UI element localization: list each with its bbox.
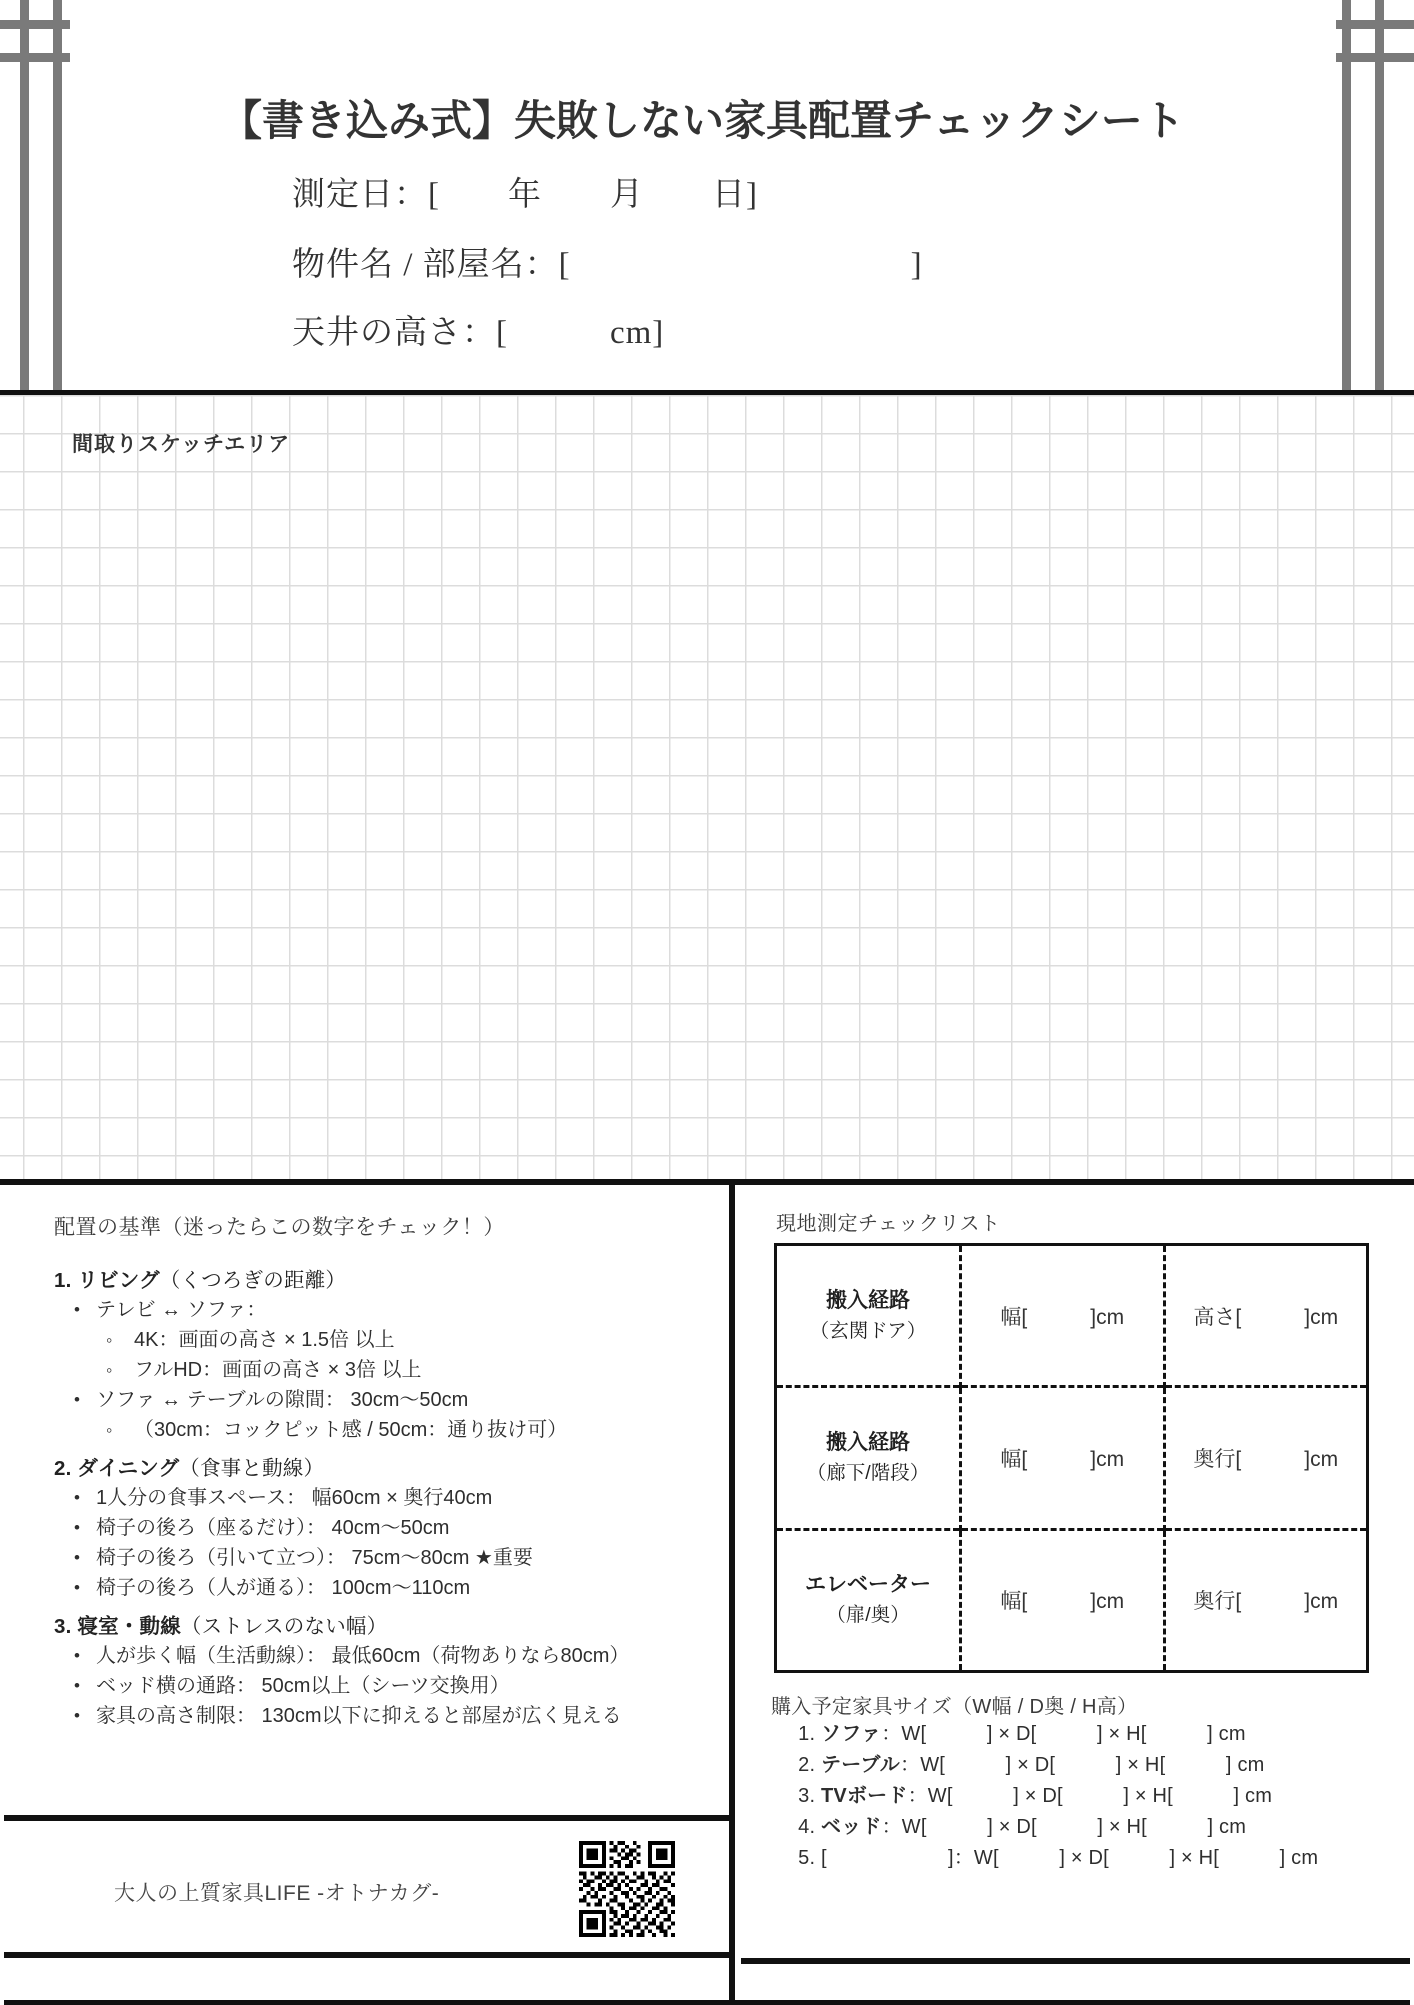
frame-line-right-inner (1375, 0, 1384, 390)
purchase-sizes-title: 購入予定家具サイズ（W幅 / D奥 / H高） (771, 1696, 1138, 1718)
table-row (776, 1529, 1368, 1671)
guideline-text: • ソファ ↔ テーブルの隙間： 30cm〜50cm (96, 1389, 468, 1411)
guidelines-title: 配置の基準（迷ったらこの数字をチェック！） (54, 1216, 505, 1239)
furniture-dims: ：W[ ] × D[ ] × H[ ] cm (881, 1816, 1247, 1838)
guideline-text: • 1人分の食事スペース： 幅60cm × 奥行40cm (96, 1487, 492, 1509)
page-bottom-divider (4, 2000, 1410, 2005)
header-card (70, 10, 1336, 380)
right-column (741, 1185, 1410, 2000)
frame-line-left-outer (20, 0, 29, 390)
section-subtitle: （ストレスのない幅） (180, 1615, 388, 1638)
list-item: ◦ 4K：画面の高さ × 1.5倍 以上 (96, 1325, 709, 1355)
row-field-secondary[interactable]: 奥行[ ]cm (1164, 1529, 1368, 1671)
list-item[interactable] (821, 1843, 1414, 1874)
section-subtitle: （食事と動線） (179, 1457, 325, 1480)
row-label-main: 搬入経路 (826, 1288, 910, 1312)
list-item (60, 1543, 709, 1573)
furniture-name: ソファ (821, 1723, 882, 1745)
property-room-field[interactable]: 物件名 / 部屋名：[ ] (292, 247, 923, 283)
section-title: 寝室・動線 (77, 1615, 181, 1638)
guideline-text: • 椅子の後ろ（人が通る）： 100cm〜110cm (96, 1577, 470, 1599)
qr-code-icon (579, 1841, 675, 1937)
row-label-main: 搬入経路 (826, 1430, 910, 1454)
list-item[interactable] (821, 1812, 1414, 1843)
list-item (60, 1295, 709, 1385)
lower-section (0, 1179, 1414, 2000)
section-title: リビング (77, 1269, 160, 1292)
list-item (60, 1641, 709, 1671)
guideline-list (60, 1295, 709, 1445)
row-label-sub: （廊下/階段） (806, 1461, 930, 1484)
guideline-text: • 家具の高さ制限： 130cm以下に抑えると部屋が広く見える (96, 1705, 622, 1727)
list-item (60, 1573, 709, 1603)
section-number: 1. (54, 1269, 78, 1292)
guideline-text: • テレビ ↔ ソファ： (96, 1299, 266, 1321)
furniture-dims: ：W[ ] × D[ ] × H[ ] cm (907, 1785, 1273, 1807)
row-field-width[interactable]: 幅[ ]cm (961, 1387, 1165, 1529)
list-item (60, 1483, 709, 1513)
table-row (776, 1387, 1368, 1529)
sketch-area-label: 間取りスケッチエリア (72, 433, 291, 456)
list-item[interactable] (821, 1781, 1414, 1812)
header-zone (0, 0, 1414, 390)
row-field-secondary[interactable]: 奥行[ ]cm (1164, 1387, 1368, 1529)
row-label (776, 1529, 961, 1671)
placement-guidelines-panel (4, 1185, 729, 1821)
section-title: ダイニング (77, 1457, 180, 1480)
furniture-dims: ：W[ ] × D[ ] × H[ ] cm (953, 1847, 1319, 1869)
measure-date-field[interactable]: 測定日：[ 年 月 日] (292, 177, 758, 213)
row-label (776, 1387, 961, 1529)
furniture-name: TVボード (821, 1785, 908, 1807)
guideline-section-heading (54, 1263, 709, 1293)
guideline-list (60, 1641, 709, 1731)
section-subtitle: （くつろぎの距離） (159, 1269, 347, 1292)
row-label (776, 1245, 961, 1387)
floorplan-sketch-area[interactable] (0, 390, 1414, 1179)
guideline-section-heading (54, 1609, 709, 1639)
right-column-divider (741, 1958, 1410, 1964)
guideline-text: • 椅子の後ろ（引いて立つ）： 75cm〜80cm ★重要 (96, 1547, 533, 1569)
furniture-dims: ：W[ ] × D[ ] × H[ ] cm (900, 1754, 1265, 1776)
left-column (4, 1185, 735, 2000)
guideline-sublist (96, 1325, 709, 1385)
guideline-text: • 椅子の後ろ（座るだけ）： 40cm〜50cm (96, 1517, 449, 1539)
furniture-dims: ：W[ ] × D[ ] × H[ ] cm (881, 1723, 1246, 1745)
row-field-secondary[interactable]: 高さ[ ]cm (1164, 1245, 1368, 1387)
checklist-title: 現地測定チェックリスト (776, 1213, 1001, 1235)
list-item[interactable] (821, 1750, 1414, 1781)
furniture-name: ベッド (821, 1816, 882, 1838)
furniture-name-blank[interactable]: [ ] (821, 1847, 954, 1869)
purchase-sizes-list (773, 1719, 1414, 1874)
list-item: ◦ （30cm：コックピット感 / 50cm：通り抜け可） (96, 1415, 709, 1445)
guideline-text: • ベッド横の通路： 50cm以上（シーツ交換用） (96, 1675, 510, 1697)
frame-line-right-outer (1342, 0, 1351, 390)
list-item (60, 1671, 709, 1701)
row-field-width[interactable]: 幅[ ]cm (961, 1529, 1165, 1671)
section-number: 3. (54, 1615, 78, 1638)
brand-footer (4, 1821, 729, 1958)
row-field-width[interactable]: 幅[ ]cm (961, 1245, 1165, 1387)
row-label-main: エレベーター (805, 1573, 931, 1597)
list-item (60, 1385, 709, 1445)
list-item (60, 1513, 709, 1543)
row-label-sub: （扉/奥） (826, 1604, 910, 1627)
section-number: 2. (54, 1457, 78, 1480)
guideline-list (60, 1483, 709, 1603)
ceiling-height-field[interactable]: 天井の高さ：[ cm] (292, 315, 665, 351)
frame-line-left-inner (53, 0, 62, 390)
guideline-sublist (96, 1415, 709, 1445)
list-item (60, 1701, 709, 1731)
list-item: ◦ フルHD：画面の高さ × 3倍 以上 (96, 1355, 709, 1385)
table-row (776, 1245, 1368, 1387)
furniture-name: テーブル (821, 1754, 900, 1776)
list-item[interactable] (821, 1719, 1414, 1750)
page-title: 【書き込み式】失敗しない家具配置チェックシート (220, 99, 1185, 145)
guideline-text: • 人が歩く幅（生活動線）： 最低60cm（荷物ありなら80cm） (96, 1645, 629, 1667)
guideline-section-heading (54, 1451, 709, 1481)
row-label-sub: （玄関ドア） (809, 1319, 927, 1342)
brand-name: 大人の上質家具LIFE -オトナカグ- (114, 1882, 440, 1905)
measurement-checklist-table (774, 1243, 1369, 1673)
